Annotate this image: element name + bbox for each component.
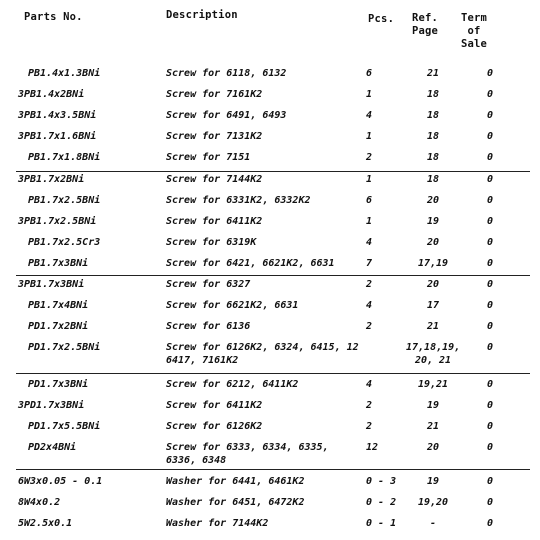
- description-cell: Screw for 6621K2, 6631: [166, 300, 299, 311]
- term-of-sale-cell: 0: [486, 379, 494, 390]
- term-of-sale-cell: 0: [486, 68, 494, 79]
- term-of-sale-cell: 0: [486, 174, 494, 185]
- table-row: [0, 341, 540, 366]
- term-of-sale-cell: 0: [486, 518, 494, 529]
- term-of-sale-cell: 0: [486, 216, 494, 227]
- table-row: [0, 67, 540, 87]
- part-number-cell: PD1.7x2BNi: [28, 321, 89, 332]
- ref-page-cell: 18: [426, 89, 440, 100]
- term-of-sale-cell: 0: [486, 497, 494, 508]
- term-of-sale-cell: 0: [486, 476, 494, 487]
- description-cell: Screw for 6118, 6132: [166, 68, 287, 79]
- description-cell: Screw for 6126K2: [166, 421, 263, 432]
- group-divider: [16, 171, 530, 172]
- part-number-cell: PD1.7x2.5BNi: [28, 342, 101, 353]
- term-of-sale-cell: 0: [486, 279, 494, 290]
- part-number-cell: 3PB1.4x3.5BNi: [18, 110, 97, 121]
- part-number-cell: PD1.7x3BNi: [28, 379, 89, 390]
- term-of-sale-cell: 0: [486, 442, 494, 453]
- description-cell: Screw for 6421, 6621K2, 6631: [166, 258, 335, 269]
- part-number-cell: 3PD1.7x3BNi: [18, 400, 85, 411]
- table-row: [0, 420, 540, 440]
- description-cell: Washer for 6451, 6472K2: [166, 497, 305, 508]
- table-row: [0, 151, 540, 171]
- table-row: [0, 496, 540, 516]
- ref-page-cell: 20: [426, 195, 440, 206]
- table-row: [0, 109, 540, 129]
- term-of-sale-cell: 0: [486, 258, 494, 269]
- header-ref-page: Ref. Page: [411, 12, 439, 37]
- term-of-sale-cell: 0: [486, 321, 494, 332]
- part-number-cell: PB1.7x1.8BNi: [28, 152, 101, 163]
- term-of-sale-cell: 0: [486, 131, 494, 142]
- ref-page-cell: 17,19: [417, 258, 449, 269]
- part-number-cell: 5W2.5x0.1: [18, 518, 73, 529]
- term-of-sale-cell: 0: [486, 400, 494, 411]
- pcs-cell: 1: [366, 174, 373, 185]
- ref-page-cell: 21: [426, 321, 440, 332]
- table-row: [0, 517, 540, 537]
- part-number-cell: 8W4x0.2: [18, 497, 61, 508]
- part-number-cell: PD1.7x5.5BNi: [28, 421, 101, 432]
- part-number-cell: 3PB1.7x1.6BNi: [18, 131, 97, 142]
- part-number-cell: 6W3x0.05 - 0.1: [18, 476, 103, 487]
- table-row: [0, 236, 540, 256]
- ref-page-cell: 20: [426, 237, 440, 248]
- pcs-cell: 2: [366, 321, 373, 332]
- pcs-cell: 1: [366, 89, 373, 100]
- pcs-cell: 2: [366, 279, 373, 290]
- header-description: Description: [166, 9, 238, 21]
- ref-page-cell: 17: [426, 300, 440, 311]
- ref-page-cell: 19: [426, 400, 440, 411]
- description-cell: Screw for 6411K2: [166, 400, 263, 411]
- table-row: [0, 278, 540, 298]
- description-cell: Screw for 6327: [166, 279, 251, 290]
- part-number-cell: PB1.4x1.3BNi: [28, 68, 101, 79]
- ref-page-cell: 18: [426, 174, 440, 185]
- description-cell: Screw for 6411K2: [166, 216, 263, 227]
- term-of-sale-cell: 0: [486, 342, 494, 353]
- group-divider: [16, 469, 530, 470]
- description-cell: Screw for 7151: [166, 152, 251, 163]
- header-parts-no: Parts No.: [24, 11, 83, 23]
- description-cell: Washer for 7144K2: [166, 518, 269, 529]
- table-row: [0, 399, 540, 419]
- ref-page-cell: 17,18,19, 20, 21: [406, 342, 461, 366]
- pcs-cell: 6: [366, 195, 373, 206]
- table-row: [0, 320, 540, 340]
- ref-page-cell: 21: [426, 68, 440, 79]
- description-cell: Screw for 6212, 6411K2: [166, 379, 299, 390]
- table-row: [0, 257, 540, 277]
- pcs-cell: 1: [366, 131, 373, 142]
- pcs-cell: 0 - 1: [366, 518, 397, 529]
- ref-page-cell: 18: [426, 131, 440, 142]
- ref-page-cell: 19,21: [417, 379, 449, 390]
- term-of-sale-cell: 0: [486, 110, 494, 121]
- table-row: [0, 475, 540, 495]
- pcs-cell: 2: [366, 421, 373, 432]
- term-of-sale-cell: 0: [486, 195, 494, 206]
- term-of-sale-cell: 0: [486, 152, 494, 163]
- table-row: [0, 441, 540, 466]
- part-number-cell: 3PB1.7x2.5BNi: [18, 216, 97, 227]
- part-number-cell: PB1.7x2.5Cr3: [28, 237, 101, 248]
- description-cell: Screw for 7144K2: [166, 174, 263, 185]
- term-of-sale-cell: 0: [486, 300, 494, 311]
- group-divider: [16, 373, 530, 374]
- table-row: [0, 130, 540, 150]
- header-term-of-sale: Term of Sale: [460, 12, 488, 50]
- description-cell: Screw for 6491, 6493: [166, 110, 287, 121]
- pcs-cell: 12: [366, 442, 379, 453]
- term-of-sale-cell: 0: [486, 89, 494, 100]
- pcs-cell: 0 - 3: [366, 476, 397, 487]
- description-cell: Screw for 6333, 6334, 6335, 6336, 6348: [166, 442, 329, 466]
- pcs-cell: 0 - 2: [366, 497, 397, 508]
- table-row: [0, 299, 540, 319]
- term-of-sale-cell: 0: [486, 421, 494, 432]
- pcs-cell: 2: [366, 400, 373, 411]
- description-cell: Screw for 6319K: [166, 237, 257, 248]
- header-pcs: Pcs.: [368, 13, 395, 25]
- part-number-cell: PB1.7x2.5BNi: [28, 195, 101, 206]
- ref-page-cell: 18: [426, 110, 440, 121]
- pcs-cell: 4: [366, 379, 373, 390]
- pcs-cell: 6: [366, 68, 373, 79]
- part-number-cell: 3PB1.7x3BNi: [18, 279, 85, 290]
- description-cell: Screw for 6331K2, 6332K2: [166, 195, 311, 206]
- part-number-cell: PD2x4BNi: [28, 442, 77, 453]
- ref-page-cell: 19: [426, 476, 440, 487]
- ref-page-cell: 20: [426, 442, 440, 453]
- table-row: [0, 88, 540, 108]
- pcs-cell: 4: [366, 237, 373, 248]
- table-row: [0, 194, 540, 214]
- part-number-cell: 3PB1.7x2BNi: [18, 174, 85, 185]
- ref-page-cell: 20: [426, 279, 440, 290]
- group-divider: [16, 275, 530, 276]
- table-row: [0, 215, 540, 235]
- description-cell: Screw for 6126K2, 6324, 6415, 12 6417, 7161K2: [166, 342, 359, 366]
- description-cell: Screw for 7161K2: [166, 89, 263, 100]
- pcs-cell: 4: [366, 110, 373, 121]
- ref-page-cell: 19,20: [417, 497, 449, 508]
- pcs-cell: 1: [366, 216, 373, 227]
- part-number-cell: 3PB1.4x2BNi: [18, 89, 85, 100]
- ref-page-cell: 21: [426, 421, 440, 432]
- ref-page-cell: 19: [426, 216, 440, 227]
- part-number-cell: PB1.7x3BNi: [28, 258, 89, 269]
- pcs-cell: 2: [366, 152, 373, 163]
- table-row: [0, 173, 540, 193]
- ref-page-cell: -: [429, 518, 437, 529]
- description-cell: Washer for 6441, 6461K2: [166, 476, 305, 487]
- part-number-cell: PB1.7x4BNi: [28, 300, 89, 311]
- table-row: [0, 378, 540, 398]
- term-of-sale-cell: 0: [486, 237, 494, 248]
- description-cell: Screw for 7131K2: [166, 131, 263, 142]
- ref-page-cell: 18: [426, 152, 440, 163]
- description-cell: Screw for 6136: [166, 321, 251, 332]
- pcs-cell: 4: [366, 300, 373, 311]
- pcs-cell: 7: [366, 258, 373, 269]
